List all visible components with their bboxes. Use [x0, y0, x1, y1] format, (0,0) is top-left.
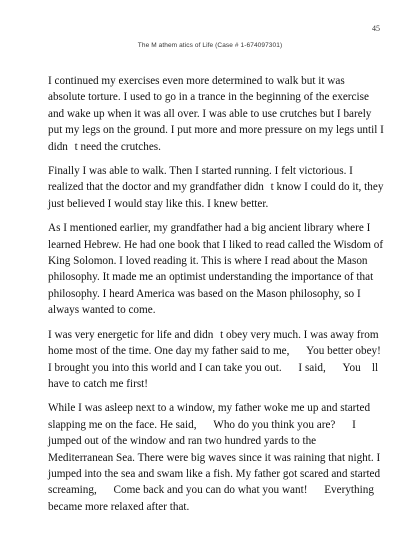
body-text	[48, 73, 384, 523]
paragraph: I was very energetic for life and didn t obey very much. I was away from home most of the time. One day my father said to me, You better obey! I brought you into this world and I can take you out. I said, You ll have to catch me first!	[48, 328, 381, 390]
paragraph: I continued my exercises even more determined to walk but it was absolute torture. I used to go in a trance in the beginning of the exercise and wake up when it was all over. I was able to use crutches but I barely put my legs on the ground. I put more and more pressure on my legs until I didn t need the crutches.	[48, 75, 384, 153]
running-header: The M athem atics of Life (Case # 1-674097301)	[137, 42, 283, 49]
page-number: 45	[372, 24, 380, 33]
paragraph: As I mentioned earlier, my grandfather had a big ancient library where I learned Hebrew. He had one book that I liked to read called the Wisdom of King Solomon. I loved reading it. This is where I read about the Mason philosophy. It made me an optimist understanding the importance of that philosophy. I heard America was based on the Mason philosophy, so I always wanted to come.	[48, 222, 384, 317]
paragraph: Finally I was able to walk. Then I started running. I felt victorious. I realized that the doctor and my grandfather didn t know I could do it, they just believed I would stay like this. I knew better.	[48, 165, 384, 210]
paragraph: While I was asleep next to a window, my father woke me up and started slapping me on the face. He said, Who do you think you are? I jumped out of the window and ran two hundred yards to the Mediterranean Sea. There were big waves since it was raining that night. I jumped into the sea and swam like a fish. My father got scared and started screaming, Come back and you can do what you want! Everything became more relaxed after that.	[48, 402, 381, 513]
